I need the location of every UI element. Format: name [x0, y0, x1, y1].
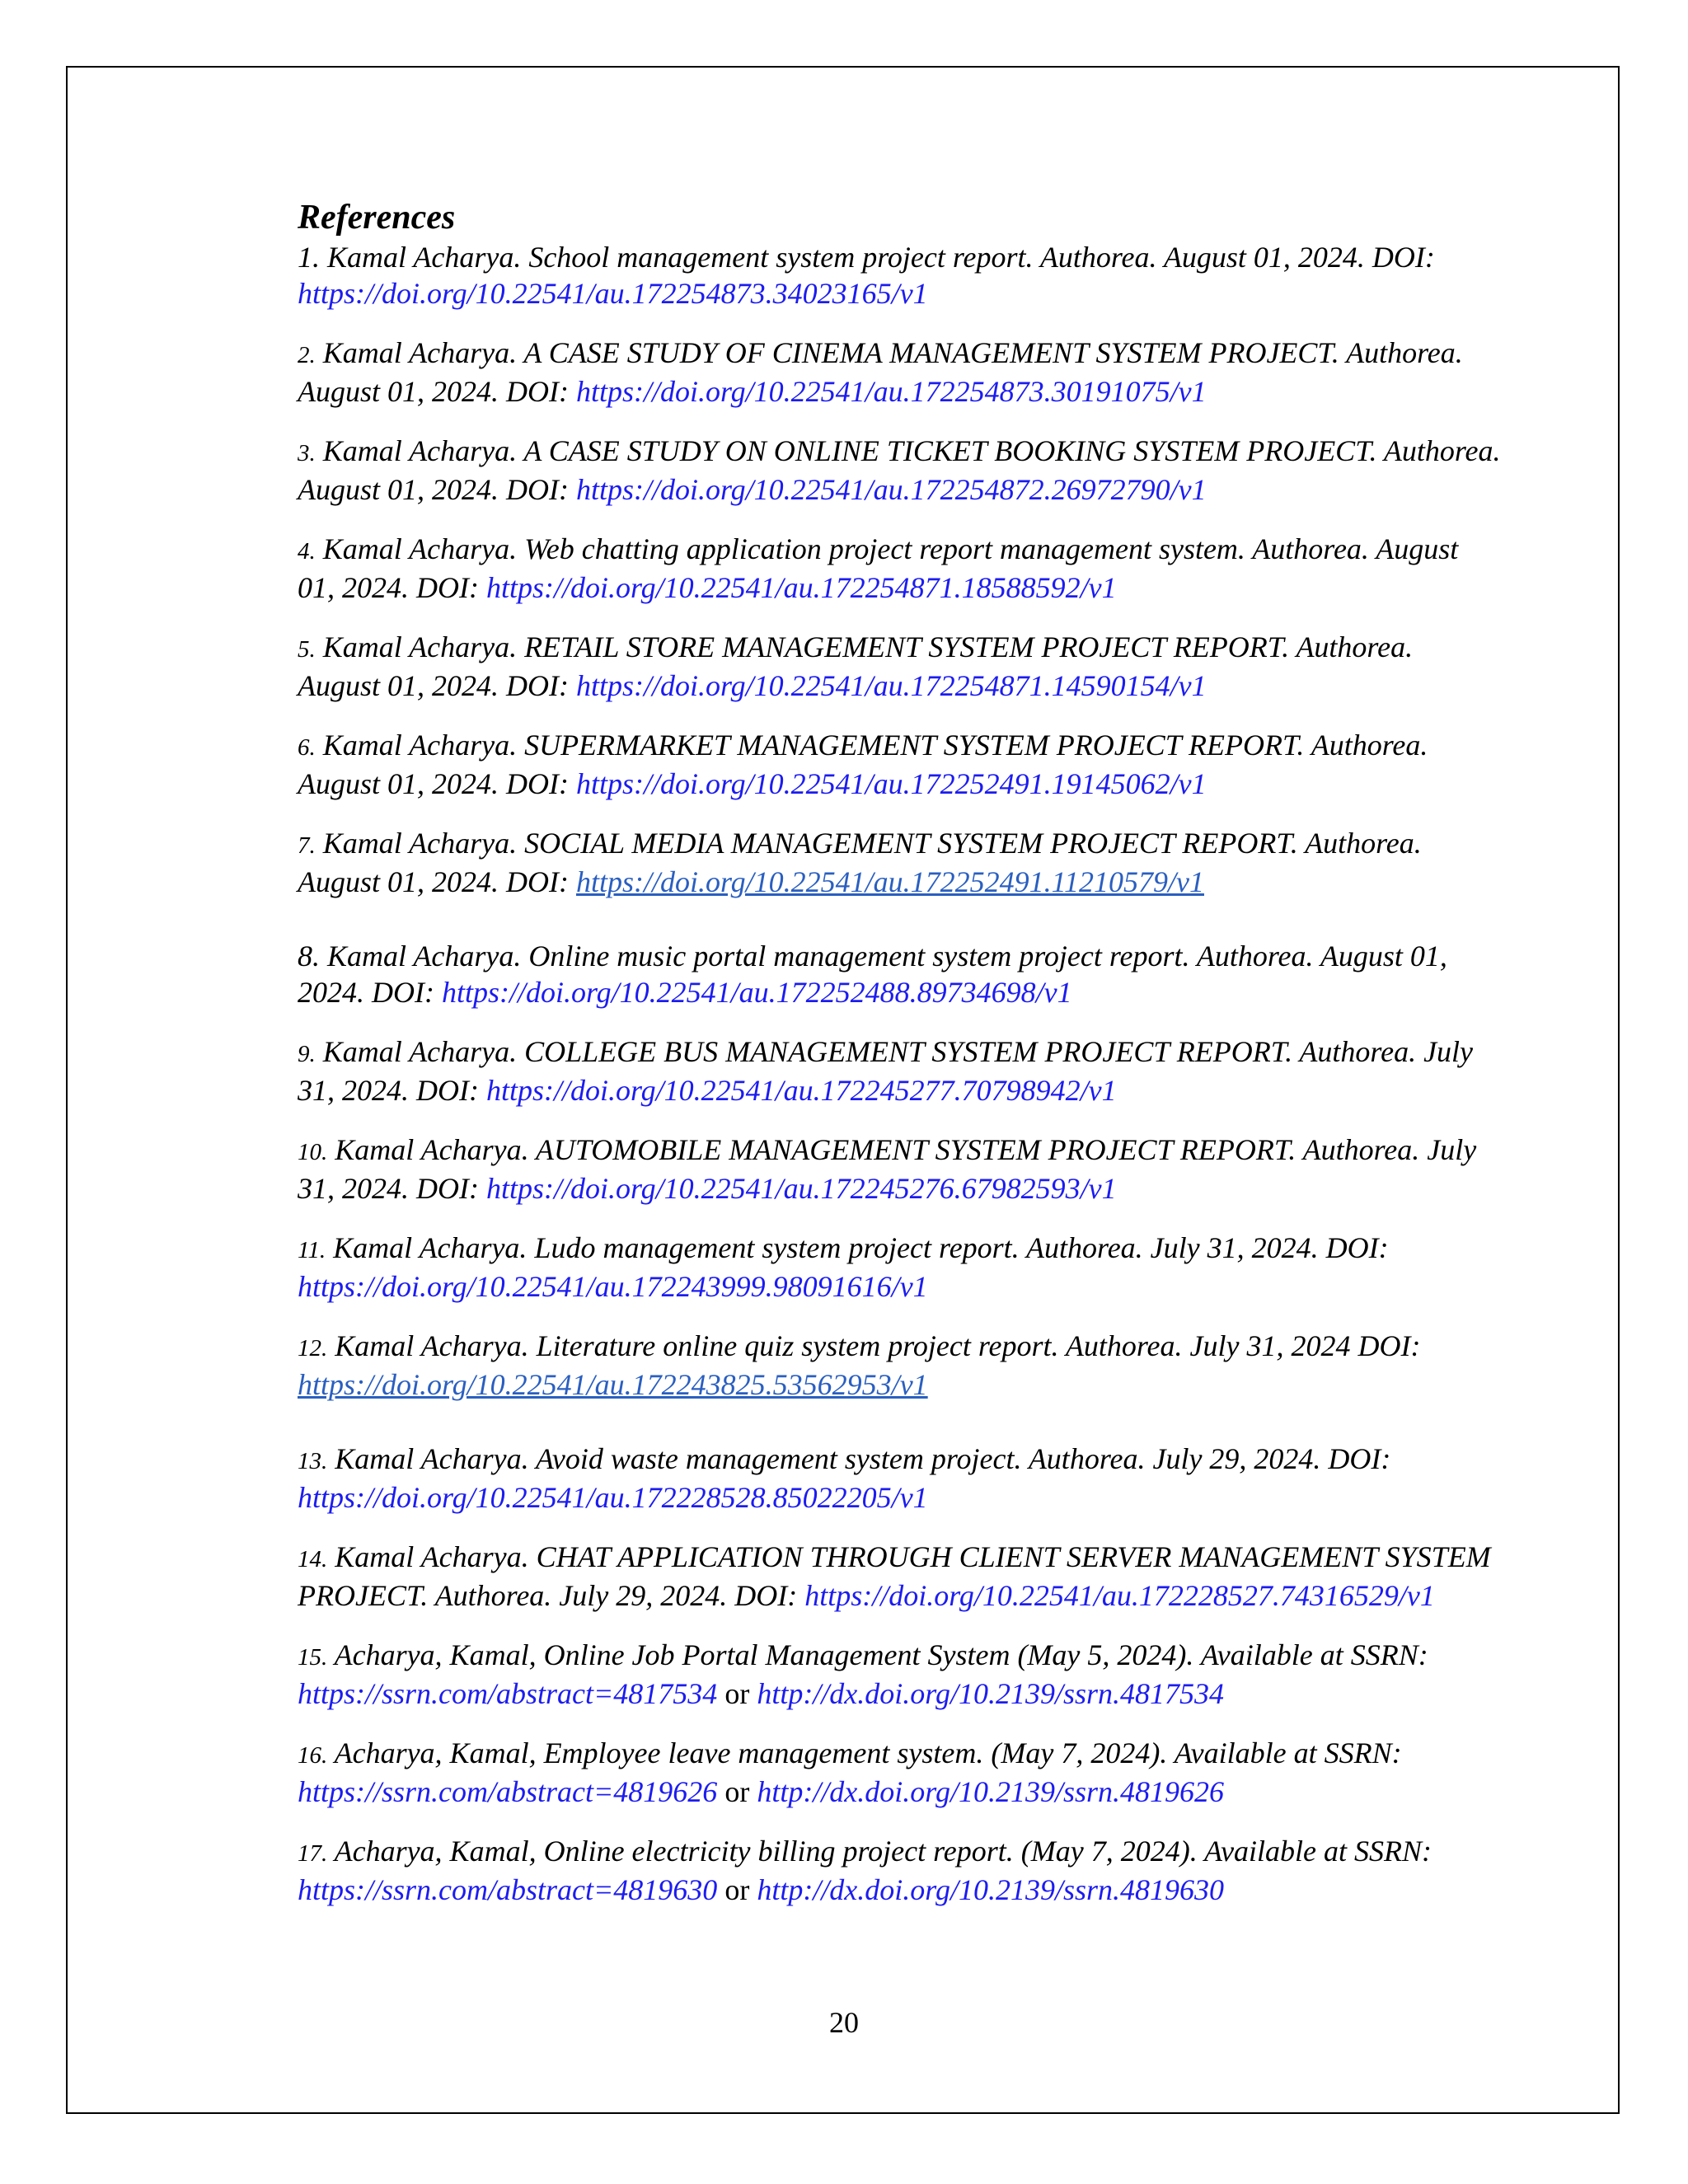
reference-text: Acharya, Kamal, Online electricity billing project report. (May 7, 2024). Available at SSRN: [327, 1835, 1432, 1868]
doi-link[interactable]: http://dx.doi.org/10.2139/ssrn.4819630 [757, 1873, 1224, 1906]
reference-text: Kamal Acharya. RETAIL STORE MANAGEMENT SYSTEM PROJECT REPORT. Authorea. August 01, 2024. DOI: [298, 630, 1414, 702]
doi-link[interactable]: https://doi.org/10.22541/au.172254871.18588592/v1 [485, 571, 1117, 604]
reference-number: 10. [298, 1139, 328, 1165]
reference-number: 11. [298, 1237, 326, 1263]
or-separator: or [717, 1677, 757, 1710]
reference-item [298, 1539, 1501, 1614]
doi-link[interactable]: http://dx.doi.org/10.2139/ssrn.4817534 [757, 1677, 1224, 1710]
ssrn-link[interactable]: https://ssrn.com/abstract=4819626 [298, 1775, 718, 1808]
reference-text: Kamal Acharya. School management system project report. Authorea. August 01, 2024. DOI: [320, 241, 1435, 274]
reference-number: 4. [298, 538, 316, 565]
reference-item [298, 335, 1501, 410]
reference-item [298, 727, 1501, 802]
doi-link[interactable]: https://doi.org/10.22541/au.172254873.34023165/v1 [298, 277, 928, 310]
reference-number: 17. [298, 1840, 328, 1867]
reference-text: Acharya, Kamal, Employee leave management system. (May 7, 2024). Available at SSRN: [327, 1736, 1402, 1769]
reference-number: 13. [298, 1448, 328, 1474]
reference-text: Kamal Acharya. CHAT APPLICATION THROUGH CLIENT SERVER MANAGEMENT SYSTEM PROJECT. Authorea. July 29, 2024. DOI: [298, 1540, 1491, 1612]
reference-text: Kamal Acharya. COLLEGE BUS MANAGEMENT SYSTEM PROJECT REPORT. Authorea. July 31, 2024. DOI: [298, 1035, 1474, 1107]
reference-item [298, 1833, 1501, 1908]
reference-item [298, 1230, 1501, 1305]
reference-item [298, 531, 1501, 606]
reference-item [298, 825, 1501, 900]
reference-text: Kamal Acharya. Ludo management system project report. Authorea. July 31, 2024. DOI: [326, 1231, 1389, 1264]
reference-number: 15. [298, 1644, 328, 1671]
reference-number: 14. [298, 1546, 328, 1572]
reference-text: Acharya, Kamal, Online Job Portal Management System (May 5, 2024). Available at SSRN: [327, 1638, 1428, 1671]
reference-item [298, 1441, 1501, 1516]
reference-item [298, 1033, 1501, 1108]
reference-number: 12. [298, 1335, 328, 1361]
ssrn-link[interactable]: https://ssrn.com/abstract=4819630 [298, 1873, 718, 1906]
reference-text: Kamal Acharya. Web chatting application project report management system. Authorea. August 01, 2024. DOI: [298, 532, 1459, 604]
reference-number: 2. [298, 342, 316, 368]
doi-link[interactable]: https://doi.org/10.22541/au.172252491.19145062/v1 [575, 767, 1207, 800]
page-number: 20 [829, 2006, 859, 2039]
reference-item [298, 1637, 1501, 1712]
reference-item [298, 433, 1501, 508]
ssrn-link[interactable]: https://ssrn.com/abstract=4817534 [298, 1677, 718, 1710]
doi-link[interactable]: https://doi.org/10.22541/au.172254873.30191075/v1 [575, 375, 1207, 408]
reference-number: 16. [298, 1742, 328, 1769]
reference-text: Kamal Acharya. Literature online quiz system project report. Authorea. July 31, 2024 DOI: [327, 1329, 1421, 1362]
or-separator: or [717, 1873, 757, 1906]
reference-number: 7. [298, 832, 316, 859]
doi-link[interactable]: https://doi.org/10.22541/au.172254872.26972790/v1 [575, 473, 1207, 506]
reference-number: 1. [298, 241, 320, 274]
doi-link[interactable]: https://doi.org/10.22541/au.172243999.98091616/v1 [298, 1270, 928, 1303]
reference-item [298, 1328, 1501, 1403]
doi-link[interactable]: https://doi.org/10.22541/au.172245276.67982593/v1 [485, 1172, 1117, 1205]
reference-item [298, 239, 1501, 312]
reference-number: 5. [298, 636, 316, 663]
reference-text: Kamal Acharya. SUPERMARKET MANAGEMENT SYSTEM PROJECT REPORT. Authorea. August 01, 2024. DOI: [298, 729, 1428, 800]
doi-link[interactable]: https://doi.org/10.22541/au.172252491.11210579/v1 [575, 865, 1204, 898]
doi-link[interactable]: https://doi.org/10.22541/au.172254871.14590154/v1 [575, 669, 1207, 702]
doi-link[interactable]: http://dx.doi.org/10.2139/ssrn.4819626 [757, 1775, 1224, 1808]
reference-text: Kamal Acharya. SOCIAL MEDIA MANAGEMENT SYSTEM PROJECT REPORT. Authorea. August 01, 2024. DOI: [298, 827, 1422, 898]
reference-item [298, 1132, 1501, 1207]
reference-item [298, 938, 1501, 1010]
reference-text: Kamal Acharya. Online music portal management system project report. Authorea. August 01, 2024. DOI: [298, 940, 1447, 1009]
reference-text: Kamal Acharya. A CASE STUDY ON ONLINE TICKET BOOKING SYSTEM PROJECT. Authorea. August 01, 2024. DOI: [298, 434, 1501, 506]
reference-text: Kamal Acharya. AUTOMOBILE MANAGEMENT SYSTEM PROJECT REPORT. Authorea. July 31, 2024. DOI: [298, 1133, 1477, 1205]
reference-number: 8. [298, 940, 320, 972]
doi-link[interactable]: https://doi.org/10.22541/au.172245277.70798942/v1 [485, 1074, 1117, 1107]
doi-link[interactable]: https://doi.org/10.22541/au.172252488.89734698/v1 [441, 976, 1072, 1009]
references-heading: References [298, 199, 456, 237]
reference-number: 3. [298, 440, 316, 466]
or-separator: or [717, 1775, 757, 1808]
doi-link[interactable]: https://doi.org/10.22541/au.172243825.53562953/v1 [298, 1368, 928, 1401]
doi-link[interactable]: https://doi.org/10.22541/au.172228527.74316529/v1 [804, 1579, 1435, 1612]
reference-number: 9. [298, 1041, 316, 1067]
reference-text: Kamal Acharya. Avoid waste management system project. Authorea. July 29, 2024. DOI: [327, 1442, 1391, 1475]
references-section [298, 198, 1501, 1908]
reference-number: 6. [298, 734, 316, 761]
reference-text: Kamal Acharya. A CASE STUDY OF CINEMA MANAGEMENT SYSTEM PROJECT. Authorea. August 01, 2024. DOI: [298, 336, 1463, 408]
doi-link[interactable]: https://doi.org/10.22541/au.172228528.85022205/v1 [298, 1481, 928, 1514]
reference-item [298, 1735, 1501, 1810]
reference-item [298, 629, 1501, 704]
